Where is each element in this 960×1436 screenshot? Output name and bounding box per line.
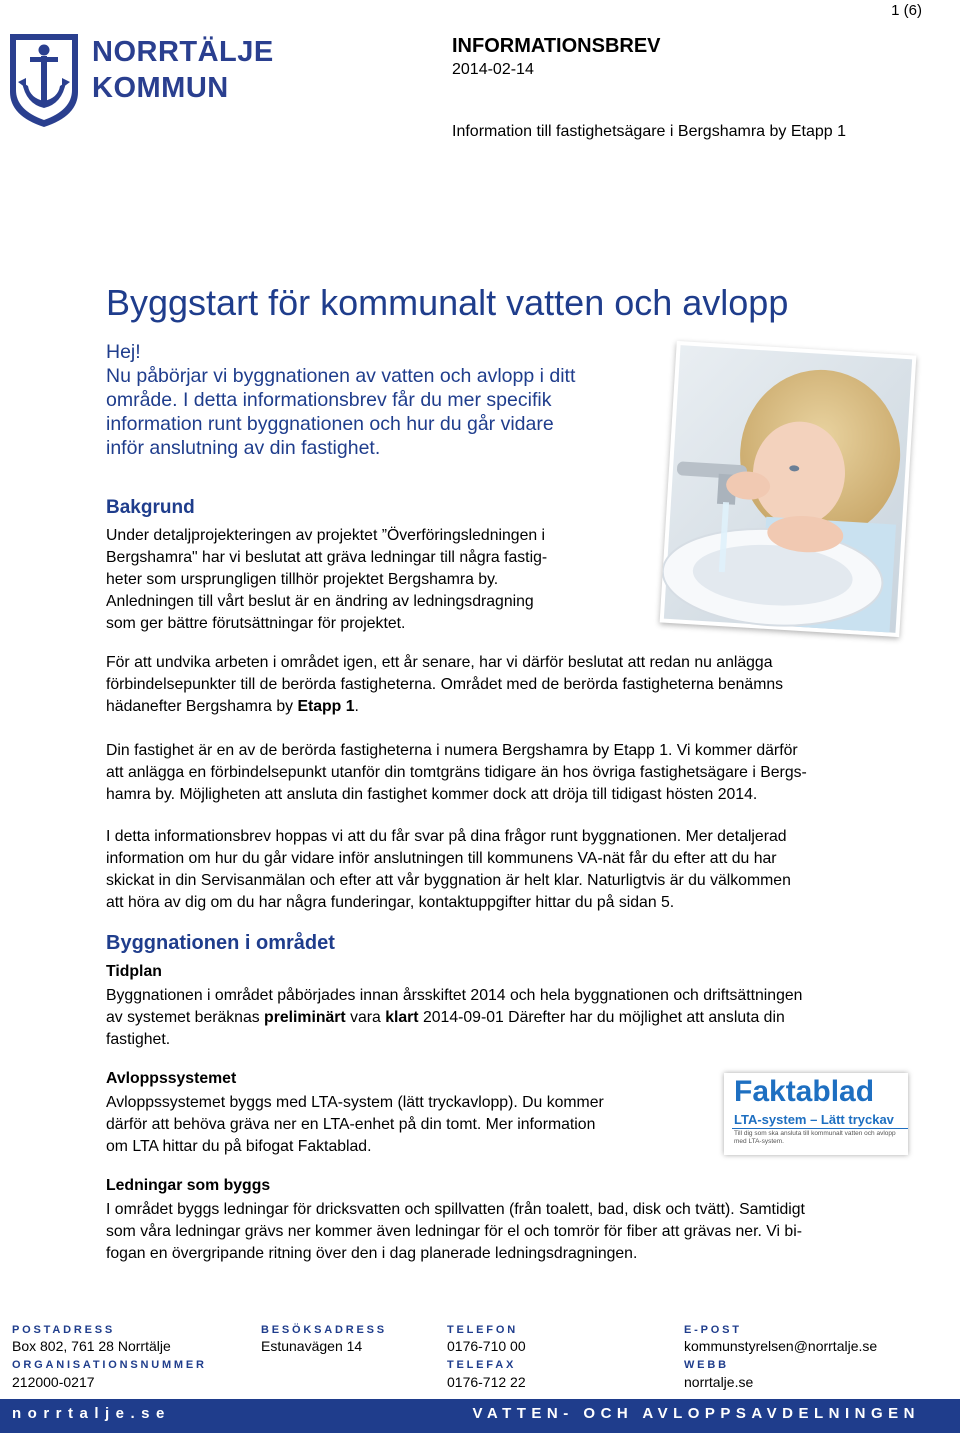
bold-text: preliminärt: [264, 1009, 346, 1026]
footer-label-orgnr: ORGANISATIONSNUMMER: [12, 1359, 207, 1371]
page-number: 1 (6): [891, 2, 922, 19]
text-line: som våra ledningar grävs ner kommer även ledningar för el och tomrör för fiber att grävas ner. Vi bi-: [106, 1223, 802, 1240]
footer-webb: norrtalje.se: [684, 1374, 754, 1390]
text-line: att höra av dig om du har några funderingar, kontaktuppgifter hittar du på sidan 5.: [106, 894, 675, 911]
text-line: I området byggs ledningar för dricksvatten och spillvatten (från toalett, bad, disk och tvätt). Samtidigt: [106, 1201, 805, 1218]
logo-line1: NORRTÄLJE: [92, 36, 274, 68]
text-span: .: [354, 698, 359, 715]
text-line: fastighet.: [106, 1031, 171, 1048]
intro-line: område. I detta informationsbrev får du mer specifik: [106, 389, 552, 411]
avloppssystemet-paragraph: [106, 1092, 706, 1158]
text-line: [106, 1007, 936, 1029]
bold-text: Etapp 1: [297, 698, 355, 715]
text-line: [106, 696, 936, 718]
footer-bar-department: VATTEN- OCH AVLOPPSAVDELNINGEN: [472, 1405, 920, 1422]
bold-text: klart: [385, 1009, 419, 1026]
footer-label-besoksadress: BESÖKSADRESS: [261, 1324, 387, 1336]
intro-line: information runt byggnationen och hur du går vidare: [106, 413, 554, 435]
footer-telefon: 0176-710 00: [447, 1338, 526, 1354]
text-line: Anledningen till vårt beslut är en ändring av ledningsdragning: [106, 593, 534, 610]
footer-bar-website: norrtalje.se: [12, 1405, 171, 1422]
text-line: heter som ursprungligen tillhör projektet Bergshamra by.: [106, 571, 499, 588]
intro-text: [106, 340, 626, 460]
text-line: skickat in din Servisanmälan och efter att vår byggnation är helt klar. Naturligtvis är du välkommen: [106, 872, 791, 889]
document-type: INFORMATIONSBREV: [452, 35, 661, 57]
logo-line2: KOMMUN: [92, 72, 229, 104]
text-line: förbindelsepunkter till de berörda fastigheterna. Området med de berörda fastigheterna benämns: [106, 676, 784, 693]
text-line: att anlägga en förbindelsepunkt utanför din tomtgräns tidigare än hos övriga fastighetsägare i Bergs-: [106, 764, 807, 781]
text-line: som ger bättre förutsättningar för projektet.: [106, 615, 406, 632]
section-heading-byggnationen: Byggnationen i området: [106, 932, 335, 954]
footer-besoksadress: Estunavägen 14: [261, 1338, 363, 1354]
text-line: Bergshamra" har vi beslutat att gräva ledningar till några fastig-: [106, 549, 548, 566]
text-span: 2014-09-01 Därefter har du möjlighet att ansluta din: [418, 1009, 785, 1026]
text-line: Avloppssystemet byggs med LTA-system (lätt tryckavlopp). Du kommer: [106, 1094, 604, 1111]
norrtalje-kommun-logo: [4, 30, 274, 130]
recipient-info: Information till fastighetsägare i Bergshamra by Etapp 1: [452, 123, 846, 140]
subheading-tidplan: Tidplan: [106, 963, 162, 980]
tidplan-paragraph: [106, 985, 936, 1051]
text-line: Byggnationen i området påbörjades innan årsskiftet 2014 och hela byggnationen och driftsättningen: [106, 987, 803, 1004]
document-date: 2014-02-14: [452, 61, 534, 78]
paragraph-2: [106, 740, 936, 806]
intro-line: inför anslutning av din fastighet.: [106, 437, 381, 459]
text-line: hamra by. Möjligheten att ansluta din fastighet kommer dock att dröja till tidigast hösten 2014.: [106, 786, 758, 803]
faktablad-subtitle: LTA-system – Lätt tryckav: [734, 1112, 894, 1127]
ledningar-paragraph: [106, 1199, 936, 1265]
footer-orgnr: 212000-0217: [12, 1374, 95, 1390]
faktablad-thumbnail: [724, 1073, 908, 1155]
footer-label-webb: WEBB: [684, 1359, 729, 1371]
text-line: För att undvika arbeten i området igen, ett år senare, har vi därför beslutat att redan nu anlägga: [106, 654, 773, 671]
faktablad-small-text: Till dig som ska ansluta till kommunalt vatten och avlopp med LTA-system.: [734, 1130, 896, 1145]
text-line: Under detaljprojekteringen av projektet ”Överföringsledningen i: [106, 527, 546, 544]
text-span: av systemet beräknas: [106, 1009, 265, 1026]
text-line: information om hur du går vidare inför anslutningen till kommunens VA-nät får du efter att du har: [106, 850, 777, 867]
intro-line: Nu påbörjar vi byggnationen av vatten och avlopp i ditt: [106, 365, 576, 387]
text-span: vara: [345, 1009, 386, 1026]
footer-label-epost: E-POST: [684, 1324, 742, 1336]
text-line: om LTA hittar du på bifogat Faktablad.: [106, 1138, 372, 1155]
footer-postadress: Box 802, 761 28 Norrtälje: [12, 1338, 171, 1354]
paragraph-3: [106, 826, 936, 914]
faktablad-title: Faktablad: [734, 1075, 875, 1108]
footer-label-telefon: TELEFON: [447, 1324, 518, 1336]
subheading-avloppssystemet: Avloppssystemet: [106, 1070, 237, 1087]
footer-epost: kommunstyrelsen@norrtalje.se: [684, 1338, 878, 1354]
section-heading-bakgrund: Bakgrund: [106, 497, 195, 518]
subheading-ledningar: Ledningar som byggs: [106, 1177, 271, 1194]
footer-label-postadress: POSTADRESS: [12, 1324, 115, 1336]
child-washing-hands-photo: [660, 341, 917, 637]
text-line: I detta informationsbrev hoppas vi att du får svar på dina frågor runt byggnationen. Mer detaljerad: [106, 828, 787, 845]
text-line: därför att behöva gräva ner en LTA-enhet på din tomt. Mer information: [106, 1116, 596, 1133]
anchor-shield-icon: [4, 30, 84, 130]
intro-line: Hej!: [106, 341, 141, 363]
paragraph-1: [106, 652, 936, 718]
footer-telefax: 0176-712 22: [447, 1374, 526, 1390]
faktablad-divider: [732, 1128, 908, 1129]
text-line: fogan en övergripande ritning över den i dag planerade ledningsdragningen.: [106, 1245, 638, 1262]
text-span: hädanefter Bergshamra by: [106, 698, 298, 715]
text-line: Din fastighet är en av de berörda fastigheterna i numera Bergshamra by Etapp 1. Vi kommer därför: [106, 742, 798, 759]
bakgrund-paragraph: [106, 525, 656, 635]
footer-label-telefax: TELEFAX: [447, 1359, 517, 1371]
page-title: Byggstart för kommunalt vatten och avlopp: [106, 282, 789, 323]
